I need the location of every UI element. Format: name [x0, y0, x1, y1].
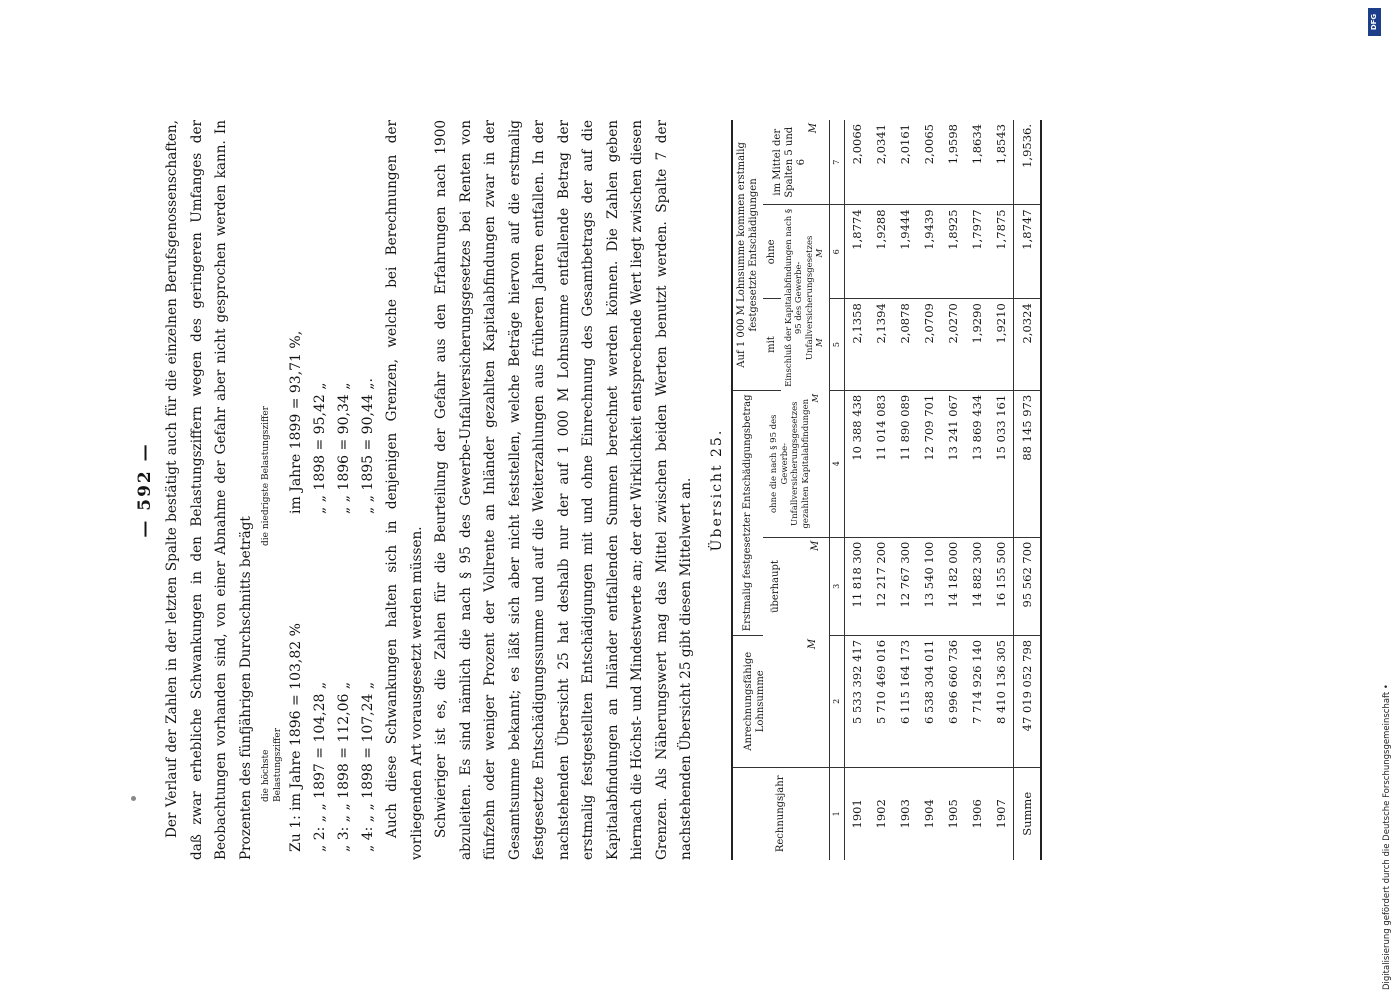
- cell-total: 12 217 200: [869, 537, 893, 635]
- limit-label: „ 2:: [312, 826, 328, 852]
- header-including: [781, 205, 830, 390]
- limits-header: [260, 120, 284, 860]
- cell-total: 16 155 500: [989, 537, 1014, 635]
- table-row: [965, 120, 989, 860]
- cell-without-95: 11 890 089: [893, 390, 917, 537]
- cell-with: 2,1394: [869, 299, 893, 391]
- cell-without: 1,9444: [893, 205, 917, 299]
- limit-high-year: im Jahre 1896: [288, 710, 304, 811]
- header-without-95-label: ohne die nach § 95 des Gewerbe-Unfallversicherungsgesetzes gezahlten Kapitalabfindungen: [769, 398, 811, 529]
- cell-mean: 2,0066: [844, 120, 869, 205]
- dfg-logo-text: DFG: [1370, 13, 1379, 31]
- cell-year: 1901: [849, 799, 864, 829]
- header-wage-sum-label: Anrechnungsfähige Lohnsumme: [742, 651, 766, 751]
- unit-label: M: [806, 638, 818, 650]
- table-row: [917, 120, 941, 860]
- limit-low-year: im Jahre 1899: [288, 413, 304, 514]
- limit-low-year: „ „ 1896: [336, 454, 352, 514]
- cell-year: 1903: [897, 799, 912, 829]
- column-number: 2: [829, 635, 844, 767]
- cell-without: 1,8774: [844, 205, 869, 299]
- table-row: [869, 120, 893, 860]
- cell-with: 2,0878: [893, 299, 917, 391]
- cell-wage-sum: 5 533 392 417: [844, 635, 869, 767]
- header-mean-label: im Mittel der Spalten 5 und 6: [771, 126, 807, 198]
- dfg-logo: [1368, 8, 1381, 36]
- cell-without: 1,9288: [869, 205, 893, 299]
- table-title: Übersicht 25.: [708, 428, 725, 552]
- paragraph-fluctuations: Auch diese Schwankungen halten sich in denjenigen Grenzen, welche bei Berechnungen der vorliegenden Art vorausgesetzt werden müssen.: [384, 120, 425, 860]
- table-row: [989, 120, 1014, 860]
- cell-without: 1,7977: [965, 205, 989, 299]
- limit-low-value: = 93,71 %,: [288, 330, 304, 410]
- cell-mean: 2,0161: [893, 120, 917, 205]
- cell-mean: 1,8543: [989, 120, 1014, 205]
- cell-wage-sum: 8 410 136 305: [989, 635, 1014, 767]
- limits-head-low: die niedrigste Belastungsziffer: [261, 406, 271, 546]
- cell-total: 11 818 300: [844, 537, 869, 635]
- header-year: Rechnungsjahr: [732, 767, 830, 860]
- header-total-label: überhaupt: [769, 560, 781, 613]
- cell-total: 14 882 300: [965, 537, 989, 635]
- cell-without-95: 10 388 438: [844, 390, 869, 537]
- header-mean: [763, 120, 830, 205]
- cell-year: 1904: [921, 799, 936, 829]
- cell-without-95: 12 709 701: [917, 390, 941, 537]
- cell-wage-sum: 6 538 304 011: [917, 635, 941, 767]
- table-row: [844, 120, 869, 860]
- table-row: [893, 120, 917, 860]
- column-number: 3: [829, 537, 844, 635]
- cell-year: 1906: [969, 799, 984, 829]
- column-number: 6: [829, 205, 844, 299]
- limit-high-year: „ „ 1898: [336, 763, 352, 823]
- limit-high-year: „ „ 1898: [360, 763, 376, 823]
- limit-high-value: = 104,28 „: [312, 681, 328, 759]
- limit-label: „ 3:: [336, 826, 352, 852]
- header-without-95: [763, 390, 830, 537]
- limit-low-value: = 95,42 „: [312, 382, 328, 451]
- cell-total: 12 767 300: [893, 537, 917, 635]
- limit-label: Zu 1:: [288, 815, 304, 852]
- cell-without-95: 13 241 067: [941, 390, 965, 537]
- unit-label: M: [811, 393, 822, 403]
- unit-label: M: [815, 338, 825, 347]
- limit-low-year: „ „ 1895: [360, 454, 376, 514]
- header-per-1000: Auf 1 000 M Lohnsumme kommen erstmalig festgesetzte Entschädigungen: [732, 120, 763, 390]
- header-including-label: Einschluß der Kapitalabfindungen nach § 95 des Gewerbe-Unfallversicherungsgesetzes: [783, 208, 815, 387]
- limit-high-value: = 112,06 „: [336, 681, 352, 759]
- cell-mean: 1,8634: [965, 120, 989, 205]
- cell-with: 2,0709: [917, 299, 941, 391]
- header-total: [763, 537, 830, 635]
- data-table: [731, 120, 1042, 860]
- header-wage-sum: [732, 635, 830, 767]
- limits-head-high: die höchste Belastungsziffer: [261, 727, 283, 802]
- limit-low-value: = 90,44 „.: [360, 378, 376, 451]
- cell-wage-sum: 5 710 469 016: [869, 635, 893, 767]
- unit-label: M: [807, 123, 819, 134]
- cell-year: 1902: [873, 799, 888, 829]
- cell-year: 1905: [945, 799, 960, 829]
- cell-mean: 1,9536.: [1013, 120, 1041, 205]
- cell-without: 1,7875: [989, 205, 1014, 299]
- cell-total: 13 540 100: [917, 537, 941, 635]
- cell-total: 14 182 000: [941, 537, 965, 635]
- cell-without-95: 13 869 434: [965, 390, 989, 537]
- column-number: 4: [829, 390, 844, 537]
- header-first-compensation: Erstmalig festgesetzter Entschädigungsbetrag: [732, 390, 763, 635]
- unit-label: M: [809, 540, 821, 551]
- cell-without-95: 15 033 161: [989, 390, 1014, 537]
- cell-mean: 2,0065: [917, 120, 941, 205]
- cell-mean: 2,0341: [869, 120, 893, 205]
- limits-row: [308, 120, 332, 860]
- table-sum-row: [1013, 120, 1041, 860]
- limits-row: [284, 120, 308, 860]
- rotated-page-content: [130, 120, 1034, 860]
- header-with: mit: [763, 299, 781, 391]
- cell-mean: 1,9598: [941, 120, 965, 205]
- cell-wage-sum: 7 714 926 140: [965, 635, 989, 767]
- paragraph-method: Schwieriger ist es, die Zahlen für die Beurteilung der Gefahr aus den Erfahrungen nach 1900 abzuleiten. Es sind nämlich die nach § 95 des Gewerbe-Unfallversicherungsgesetzes bei Renten von fünfzehn oder weniger Prozent der Vollrente an Inländer gezahlten Kapitalabfindungen zwar in der Gesamtsumme bekannt; es läßt sich aber nicht feststellen, welche Beträge hiervon auf die erstmalig festgesetzte Entschädigungssumme und auf die Weiterzahlungen aus früheren Jahren entfallen. In der nachstehenden Übersicht 25 hat deshalb nur der auf 1 000 M Lohnsumme entfallende Betrag der erstmalig festgestellten Entschädigungen mit und ohne Einrechnung des Gesamtbetrags der auf die Kapitalabfindungen an Inländer entfallenden Summen berechnet werden können. Die Zahlen geben hiernach die Höchst- und Mindestwerte an; der der Wirklichkeit entsprechende Wert liegt zwischen diesen Grenzen. Als Näherungswert mag das Mittel zwischen beiden Werten benutzt werden. Spalte 7 der nachstehenden Übersicht 25 gibt diesen Mittelwert an.: [433, 120, 694, 860]
- unit-label: M: [815, 248, 825, 258]
- cell-without: 1,8925: [941, 205, 965, 299]
- limit-low-year: „ „ 1898: [312, 454, 328, 514]
- cell-with: 1,9210: [989, 299, 1014, 391]
- column-number: 5: [829, 299, 844, 391]
- limit-high-year: „ „ 1897: [312, 763, 328, 823]
- cell-with: 2,0324: [1013, 299, 1041, 391]
- cell-with: 1,9290: [965, 299, 989, 391]
- cell-without-95: 11 014 083: [869, 390, 893, 537]
- cell-without: 1,8747: [1013, 205, 1041, 299]
- limit-label: „ 4:: [360, 826, 376, 852]
- cell-wage-sum: 6 996 660 736: [941, 635, 965, 767]
- cell-sum-label: Summe: [1013, 767, 1041, 860]
- cell-total: 95 562 700: [1013, 537, 1041, 635]
- cell-without: 1,9439: [917, 205, 941, 299]
- limit-low-value: = 90,34 „: [336, 382, 352, 451]
- table-row: [941, 120, 965, 860]
- column-number: 1: [829, 767, 844, 860]
- cell-without-95: 88 145 973: [1013, 390, 1041, 537]
- column-number: 7: [829, 120, 844, 205]
- limits-row: [356, 120, 380, 860]
- limits-row: [332, 120, 356, 860]
- cell-wage-sum: 6 115 164 173: [893, 635, 917, 767]
- limit-high-value: = 103,82 %: [288, 623, 304, 707]
- cell-with: 2,1358: [844, 299, 869, 391]
- limit-high-value: = 107,24 „: [360, 681, 376, 759]
- cell-wage-sum: 47 019 052 798: [1013, 635, 1041, 767]
- column-number-row: [829, 120, 844, 860]
- header-without: ohne: [763, 205, 781, 299]
- cell-year: 1907: [993, 799, 1008, 829]
- page-number-header: — 592 —: [135, 442, 155, 538]
- paragraph-intro: Der Verlauf der Zahlen in der letzten Spalte bestätigt auch für die einzelnen Berufsgenossenschaften, daß zwar erhebliche Schwankungen in den Belastungsziffern wegen des geringeren Umfanges der Beobachtungen vorhanden sind, von einer Abnahme der Gefahr aber nicht gesprochen werden kann. In Prozenten des fünfjährigen Durchschnitts beträgt: [164, 120, 254, 860]
- digitization-credit: Digitalisierung gefördert durch die Deutsche Forschungsgemeinschaft •: [1382, 684, 1392, 990]
- cell-with: 2,0270: [941, 299, 965, 391]
